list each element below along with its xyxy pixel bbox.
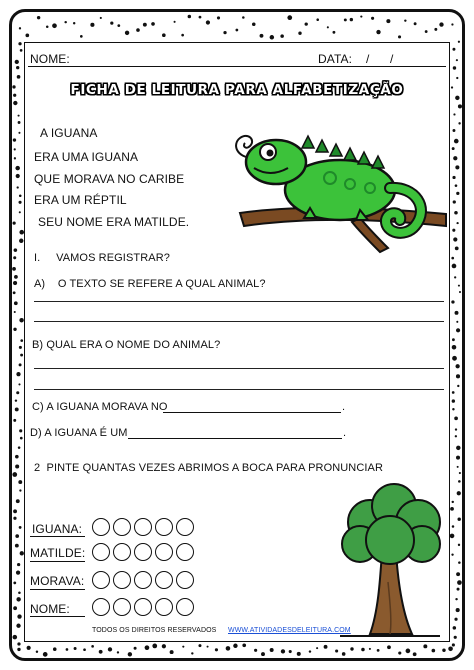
- answer-blank-c[interactable]: [163, 412, 341, 413]
- answer-line-a1[interactable]: [34, 301, 444, 302]
- answer-line-b1[interactable]: [34, 368, 444, 369]
- question-b: B) QUAL ERA O NOME DO ANIMAL?: [32, 339, 221, 351]
- syllable-circle[interactable]: [92, 571, 110, 589]
- word-matilde: MATILDE:: [30, 546, 86, 560]
- syllable-circle[interactable]: [113, 518, 131, 536]
- story-line-2: ERA UMA IGUANA: [34, 150, 139, 164]
- section1-title: I. VAMOS REGISTRAR?: [34, 252, 170, 264]
- syllable-circle[interactable]: [155, 518, 173, 536]
- word-nome: NOME:: [30, 602, 70, 616]
- question-a: A) O TEXTO SE REFERE A QUAL ANIMAL?: [34, 278, 266, 290]
- syllable-circle[interactable]: [134, 571, 152, 589]
- footer-url[interactable]: WWW.ATIVIDADESDELEITURA.COM: [228, 627, 351, 634]
- story-line-5: SEU NOME ERA MATILDE.: [38, 215, 190, 229]
- syllable-circle[interactable]: [155, 543, 173, 561]
- syllable-circle[interactable]: [176, 518, 194, 536]
- word-underline: [30, 616, 85, 617]
- question-c-period: .: [342, 401, 346, 413]
- word-underline: [30, 536, 85, 537]
- word-underline: [30, 589, 85, 590]
- story-line-3: QUE MORAVA NO CARIBE: [34, 172, 185, 186]
- syllable-circle[interactable]: [92, 543, 110, 561]
- syllable-circle[interactable]: [176, 543, 194, 561]
- syllable-circle[interactable]: [155, 571, 173, 589]
- answer-line-b2[interactable]: [34, 389, 444, 390]
- iguana-illustration: [210, 118, 450, 258]
- syllable-circle[interactable]: [113, 543, 131, 561]
- syllable-circle[interactable]: [134, 598, 152, 616]
- footer-rights: TODOS OS DIREITOS RESERVADOS: [92, 627, 217, 634]
- header-underline: [28, 66, 446, 67]
- tree-illustration: [330, 482, 450, 642]
- syllable-circle[interactable]: [176, 571, 194, 589]
- syllable-circle[interactable]: [134, 543, 152, 561]
- answer-blank-d[interactable]: [128, 438, 342, 439]
- word-morava: MORAVA:: [30, 574, 85, 588]
- syllable-circle[interactable]: [134, 518, 152, 536]
- section2-title: 2 PINTE QUANTAS VEZES ABRIMOS A BOCA PARA PRONUNCIAR: [34, 462, 384, 474]
- date-label: DATA:: [318, 52, 353, 66]
- question-d: D) A IGUANA É UM: [30, 427, 128, 439]
- syllable-circle[interactable]: [92, 518, 110, 536]
- syllable-circle[interactable]: [92, 598, 110, 616]
- question-c: C) A IGUANA MORAVA NO: [32, 401, 168, 413]
- syllable-circle[interactable]: [113, 598, 131, 616]
- question-d-period: .: [343, 427, 347, 439]
- syllable-circle[interactable]: [155, 598, 173, 616]
- answer-line-a2[interactable]: [34, 321, 444, 322]
- syllable-circle[interactable]: [113, 571, 131, 589]
- story-line-4: ERA UM RÉPTIL: [34, 193, 127, 207]
- worksheet-title: FICHA DE LEITURA PARA ALFABETIZAÇÃO: [70, 82, 404, 98]
- name-label: NOME:: [30, 52, 70, 66]
- word-iguana: IGUANA:: [32, 522, 83, 536]
- word-underline: [30, 561, 85, 562]
- syllable-circle[interactable]: [176, 598, 194, 616]
- date-slashes: / /: [366, 52, 394, 66]
- story-line-1: A IGUANA: [40, 126, 98, 140]
